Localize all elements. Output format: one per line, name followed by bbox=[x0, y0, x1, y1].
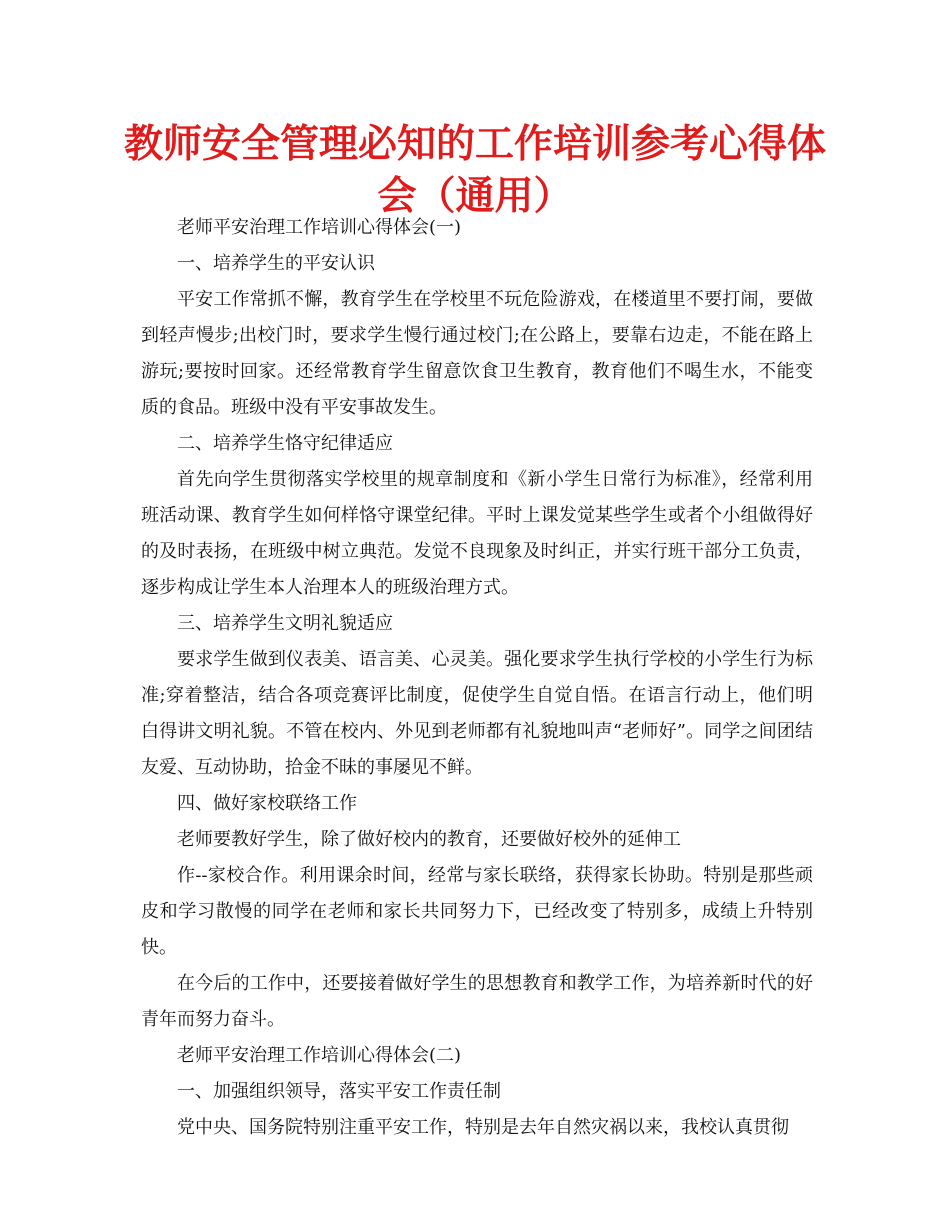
subsection-heading: 一、培养学生的平安认识 bbox=[177, 253, 375, 274]
body-paragraph: 要求学生做到仪表美、语言美、心灵美。强化要求学生执行学校的小学生行为标准;穿着整洁，结合各项竞赛评比制度，促使学生自觉自悟。在语言行动上，他们明白得讲文明礼貌。不管在校内、外见到老师都有礼貌地叫声“老师好”。同学之间团结友爱、互动协助，拾金不昧的事屡见不鲜。 bbox=[141, 649, 813, 778]
section-heading: 老师平安治理工作培训心得体会(一) bbox=[177, 217, 462, 238]
body-paragraph: 党中央、国务院特别注重平安工作，特别是去年自然灾祸以来，我校认真贯彻 bbox=[177, 1117, 789, 1138]
body-paragraph: 老师要教好学生，除了做好校内的教育，还要做好校外的延伸工 bbox=[177, 829, 681, 850]
body-paragraph: 首先向学生贯彻落实学校里的规章制度和《新小学生日常行为标准》，经常利用班活动课、教育学生如何样恪守课堂纪律。平时上课发觉某些学生或者个小组做得好的及时表扬，在班级中树立典范。发觉不良现象及时纠正，并实行班干部分工负责，逐步构成让学生本人治理本人的班级治理方式。 bbox=[141, 469, 813, 598]
subsection-heading: 四、做好家校联络工作 bbox=[177, 793, 357, 814]
body-paragraph: 在今后的工作中，还要接着做好学生的思想教育和教学工作，为培养新时代的好青年而努力奋斗。 bbox=[141, 973, 813, 1030]
subsection-heading: 二、培养学生恪守纪律适应 bbox=[177, 433, 393, 454]
body-paragraph: 平安工作常抓不懈，教育学生在学校里不玩危险游戏，在楼道里不要打闹，要做到轻声慢步;出校门时，要求学生慢行通过校门;在公路上，要靠右边走，不能在路上游玩;要按时回家。还经常教育学生留意饮食卫生教育，教育他们不喝生水，不能变质的食品。班级中没有平安事故发生。 bbox=[141, 289, 813, 418]
subsection-heading: 一、加强组织领导，落实平安工作责任制 bbox=[177, 1081, 501, 1102]
subsection-heading: 三、培养学生文明礼貌适应 bbox=[177, 613, 393, 634]
body-paragraph: 作--家校合作。利用课余时间，经常与家长联络，获得家长协助。特别是那些顽皮和学习散慢的同学在老师和家长共同努力下，已经改变了特别多，成绩上升特别快。 bbox=[141, 865, 813, 958]
section-heading: 老师平安治理工作培训心得体会(二) bbox=[177, 1045, 462, 1066]
document-title: 教师安全管理必知的工作培训参考心得体会（通用） bbox=[123, 121, 826, 219]
document-body bbox=[141, 210, 813, 1146]
